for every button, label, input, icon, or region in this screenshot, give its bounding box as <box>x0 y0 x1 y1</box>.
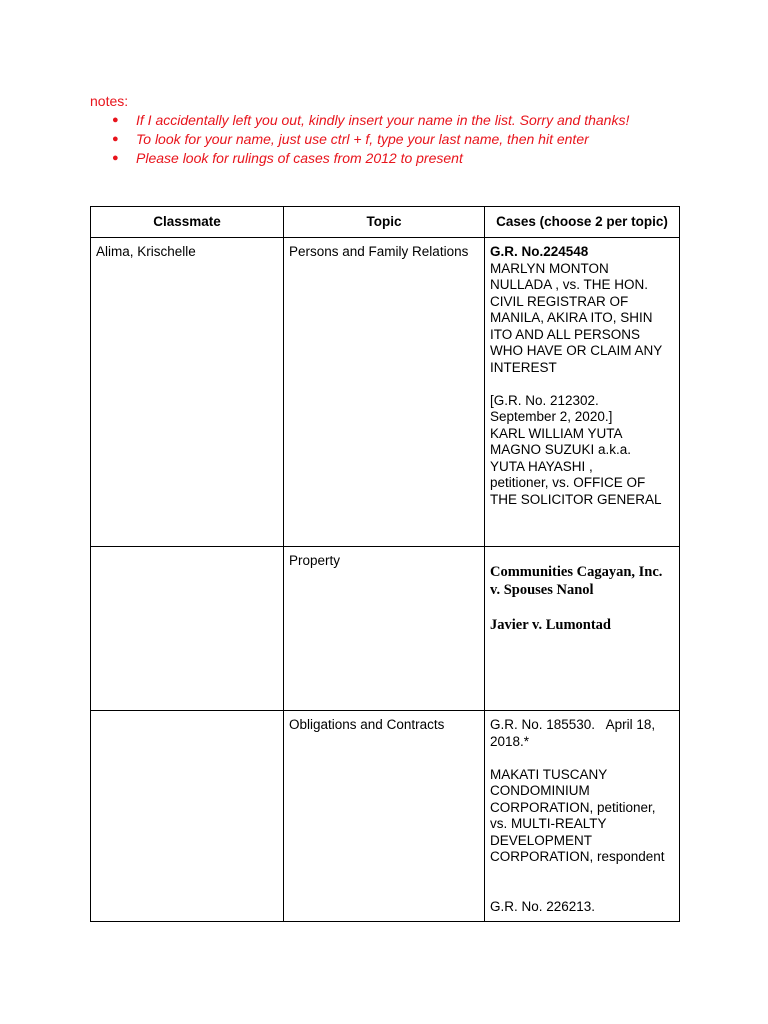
cases-cell <box>485 238 680 547</box>
case-line: MANILA, AKIRA ITO, SHIN <box>490 310 653 325</box>
case-line: INTEREST <box>490 359 557 375</box>
case-line: MAKATI TUSCANY <box>490 766 608 782</box>
header-cases: Cases (choose 2 per topic) <box>485 207 680 238</box>
classmate-cell <box>91 711 284 922</box>
case-line: KARL WILLIAM YUTA <box>490 425 623 441</box>
case-line: CIVIL REGISTRAR OF <box>490 293 629 309</box>
table-row <box>91 711 680 922</box>
case-line: MAGNO SUZUKI a.k.a. <box>490 442 632 457</box>
case-line: v. Spouses Nanol <box>490 582 594 598</box>
case-line: CORPORATION, respondent <box>490 849 665 864</box>
case-line: THE SOLICITOR GENERAL <box>490 491 662 507</box>
case-line: WHO HAVE OR CLAIM ANY <box>490 343 663 358</box>
case-line: Javier v. Lumontad <box>490 616 611 633</box>
case-line: 2018.* <box>490 733 530 749</box>
note-item: ● To look for your name, just use ctrl + f, type your last name, then hit enter <box>112 131 589 147</box>
table-row <box>91 238 680 547</box>
case-line: G.R. No. 226213. <box>490 898 596 914</box>
header-classmate: Classmate <box>91 207 284 238</box>
header-topic: Topic <box>284 207 485 238</box>
topic-cell: Obligations and Contracts <box>284 711 485 922</box>
topic-cell: Persons and Family Relations <box>284 238 485 547</box>
table-header-row <box>91 207 680 238</box>
case-line: petitioner, vs. OFFICE OF <box>490 475 646 490</box>
case-line: [G.R. No. 212302. <box>490 392 599 408</box>
notes-title: notes: <box>90 93 129 109</box>
case-line: September 2, 2020.] <box>490 409 613 424</box>
case-line: YUTA HAYASHI , <box>490 458 593 474</box>
classmate-cell: Alima, Krischelle <box>91 238 284 547</box>
case-line: CORPORATION, petitioner, <box>490 799 656 815</box>
note-item: ● Please look for rulings of cases from 2012 to present <box>112 150 463 166</box>
case-line: NULLADA , vs. THE HON. <box>490 277 649 292</box>
topic-cell: Property <box>284 547 485 711</box>
case-line: ITO AND ALL PERSONS <box>490 326 641 342</box>
case-line: MARLYN MONTON <box>490 260 609 276</box>
classmate-cell <box>91 547 284 711</box>
case-line: CONDOMINIUM <box>490 783 590 798</box>
bullet-icon: ● <box>112 133 119 145</box>
case-line: Communities Cagayan, Inc. <box>490 564 663 580</box>
case-line: G.R. No. 185530. April 18, <box>490 717 656 732</box>
cases-cell <box>485 547 680 711</box>
note-item: ● If I accidentally left you out, kindly insert your name in the list. Sorry and thanks! <box>112 112 630 128</box>
notes-list <box>90 111 730 168</box>
case-number: G.R. No.224548 <box>490 244 589 259</box>
assignment-table <box>90 206 680 922</box>
notes-section <box>90 92 730 168</box>
case-line: vs. MULTI-REALTY <box>490 816 607 831</box>
table-row <box>91 547 680 711</box>
case-line: DEVELOPMENT <box>490 832 593 848</box>
cases-cell <box>485 711 680 922</box>
bullet-icon: ● <box>112 152 119 164</box>
bullet-icon: ● <box>112 114 119 126</box>
